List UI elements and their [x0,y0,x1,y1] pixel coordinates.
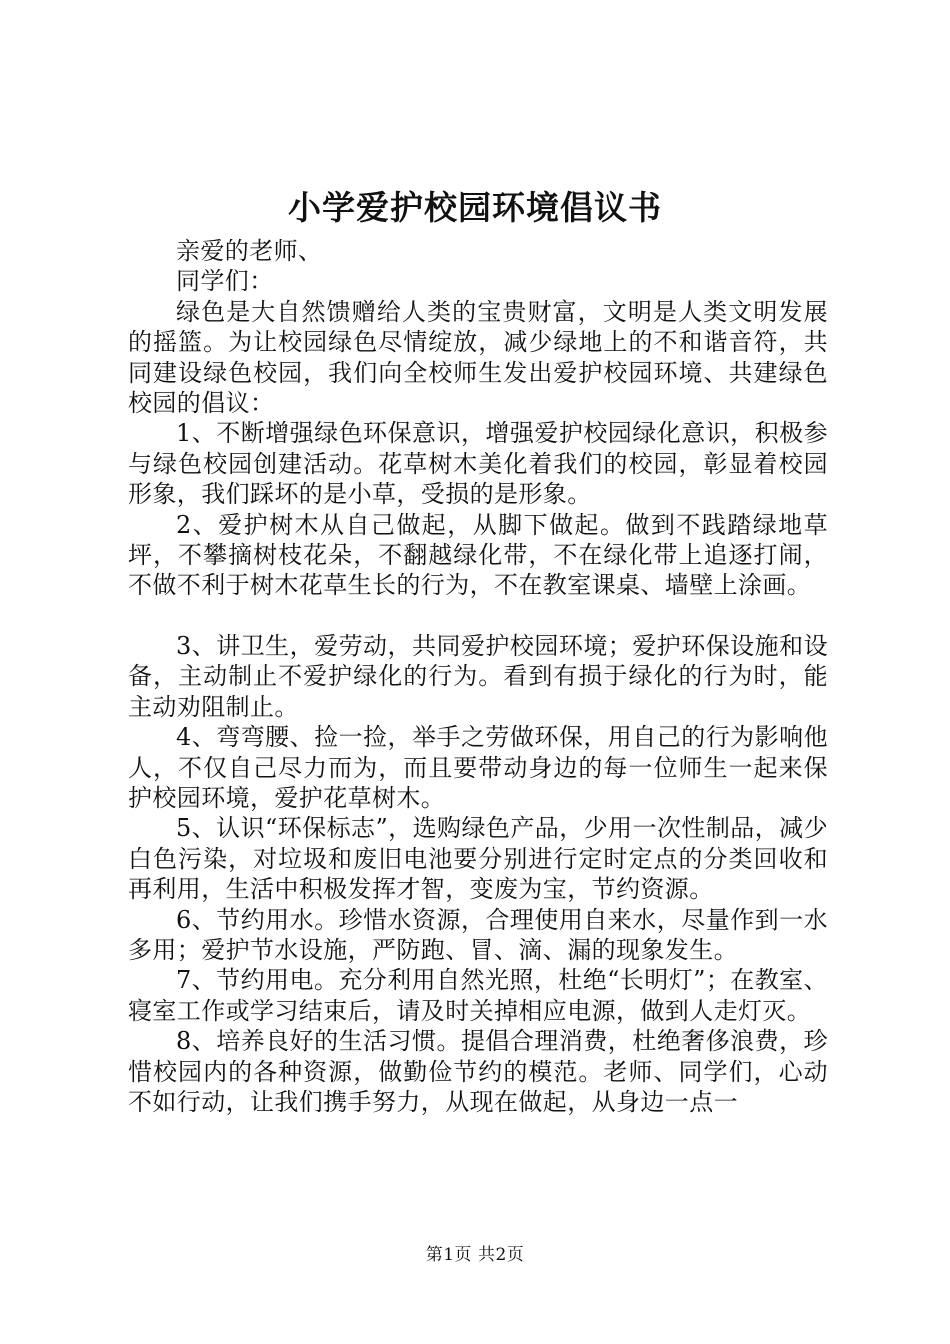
paragraph-item-7: 7、节约用电。充分利用自然光照，杜绝“长明灯”；在教室、寝室工作或学习结束后，请及时关掉相应电源，做到人走灯灭。 [128,966,828,1025]
paragraph-intro: 绿色是大自然馈赠给人类的宝贵财富，文明是人类文明发展的摇篮。为让校园绿色尽情绽放，减少绿地上的不和谐音符，共同建设绿色校园，我们向全校师生发出爱护校园环境、共建绿色校园的倡议： [128,297,828,418]
page-number-footer: 第1页 共2页 [425,1245,525,1265]
paragraph-item-3: 3、讲卫生，爱劳动，共同爱护校园环境；爱护环保设施和设备，主动制止不爱护绿化的行为。看到有损于绿化的行为时，能主动劝阻制止。 [128,631,828,721]
salutation-line-1: 亲爱的老师、 [176,237,323,265]
paragraph-item-2: 2、爱护树木从自己做起，从脚下做起。做到不践踏绿地草坪，不攀摘树枝花朵，不翻越绿化带，不在绿化带上追逐打闹，不做不利于树木花草生长的行为，不在教室课桌、墙壁上涂画。 [128,510,828,600]
document-title: 小学爱护校园环境倡议书 [288,188,662,227]
paragraph-item-4: 4、弯弯腰、捡一捡，举手之劳做环保，用自己的行为影响他人，不仅自己尽力而为，而且要带动身边的每一位师生一起来保护校园环境，爱护花草树木。 [128,723,828,812]
paragraph-item-6: 6、节约用水。珍惜水资源，合理使用自来水，尽量作到一水多用；爱护节水设施，严防跑、冒、滴、漏的现象发生。 [128,905,828,964]
document-body [128,236,828,1117]
paragraph-item-5: 5、认识“环保标志”，选购绿色产品，少用一次性制品，减少白色污染，对垃圾和废旧电池要分别进行定时定点的分类回收和再利用，生活中积极发挥才智，变废为宝，节约资源。 [128,814,828,904]
salutation-line-2: 同学们： [176,267,274,296]
paragraph-item-1: 1、不断增强绿色环保意识，增强爱护校园绿化意识，积极参与绿色校园创建活动。花草树木美化着我们的校园，彰显着校园形象，我们踩坏的是小草，受损的是形象。 [128,419,828,509]
paragraph-item-8: 8、培养良好的生活习惯。提倡合理消费，杜绝奢侈浪费，珍惜校园内的各种资源，做勤俭节约的模范。老师、同学们，心动不如行动，让我们携手努力，从现在做起，从身边一点一 [128,1027,828,1116]
